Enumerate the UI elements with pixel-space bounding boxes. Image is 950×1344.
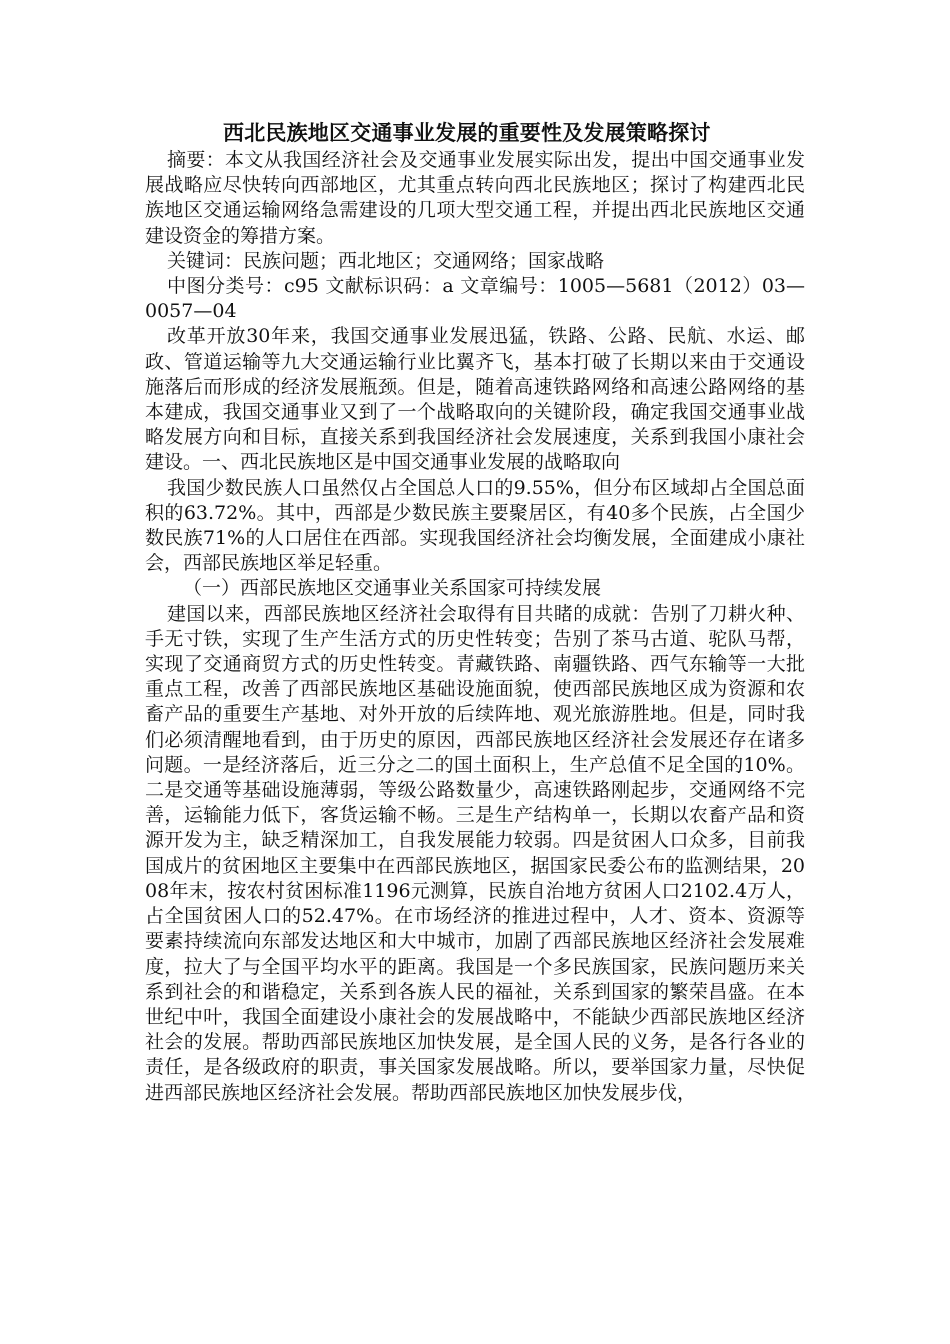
document-page (145, 118, 805, 1106)
document-title: 西北民族地区交通事业发展的重要性及发展策略探讨 (223, 120, 711, 145)
body-paragraph-3: 建国以来，西部民族地区经济社会取得有目共睹的成就：告别了刀耕火种、手无寸铁，实现了生产生活方式的历史性转变；告别了茶马古道、驼队马帮，实现了交通商贸方式的历史性转变。青藏铁路、南疆铁路、西气东输等一大批重点工程，改善了西部民族地区基础设施面貌，使西部民族地区成为资源和农畜产品的重要生产基地、对外开放的后续阵地、观光旅游胜地。但是，同时我们必须清醒地看到，由于历史的原因，西部民族地区经济社会发展还存在诸多问题。一是经济落后，近三分之二的国土面积上，生产总值不足全国的10%。二是交通等基础设施薄弱，等级公路数量少，高速铁路刚起步，交通网络不完善，运输能力低下，客货运输不畅。三是生产结构单一，长期以农畜产品和资源开发为主，缺乏精深加工，自我发展能力较弱。四是贫困人口众多，目前我国成片的贫困地区主要集中在西部民族地区，据国家民委公布的监测结果，2008年末，按农村贫困标准1196元测算，民族自治地方贫困人口2102.4万人，占全国贫困人口的52.47%。在市场经济的推进过程中，人才、资本、资源等要素持续流向东部发达地区和大中城市，加剧了西部民族地区经济社会发展难度，拉大了与全国平均水平的距离。我国是一个多民族国家，民族问题历来关系到社会的和谐稳定，关系到各族人民的福祉，关系到国家的繁荣昌盛。在本世纪中叶，我国全面建设小康社会的发展战略中，不能缺少西部民族地区经济社会的发展。帮助西部民族地区加快发展，是全国人民的义务，是各行各业的责任，是各级政府的职责，事关国家发展战略。所以，要举国家力量，尽快促进西部民族地区经济社会发展。帮助西部民族地区加快发展步伐， (145, 602, 805, 1104)
keywords-line: 关键词：民族问题；西北地区；交通网络；国家战略 (167, 249, 605, 272)
body-paragraph-2: 我国少数民族人口虽然仅占全国总人口的9.55%，但分布区域却占全国总面积的63.72%。其中，西部是少数民族主要聚居区，有40多个民族，占全国少数民族71%的人口居住在西部。实现我国经济社会均衡发展，全面建成小康社会，西部民族地区举足轻重。 (145, 476, 805, 575)
body-paragraph-1: 改革开放30年来，我国交通事业发展迅猛，铁路、公路、民航、水运、邮政、管道运输等九大交通运输行业比翼齐飞，基本打破了长期以来由于交通设施落后而形成的经济发展瓶颈。但是，随着高速铁路网络和高速公路网络的基本建成，我国交通事业又到了一个战略取向的关键阶段，确定我国交通事业战略发展方向和目标，直接关系到我国经济社会发展速度，关系到我国小康社会建设。一、西北民族地区是中国交通事业发展的战略取向 (145, 325, 805, 474)
classification-line: 中图分类号：c95 文献标识码：a 文章编号：1005—5681（2012）03—0057—04 (145, 275, 805, 323)
abstract-paragraph: 摘要：本文从我国经济社会及交通事业发展实际出发，提出中国交通事业发展战略应尽快转向西部地区，尤其重点转向西北民族地区；探讨了构建西北民族地区交通运输网络急需建设的几项大型交通工程，并提出西北民族地区交通建设资金的筹措方案。 (145, 149, 805, 247)
section-subheading: （一）西部民族地区交通事业关系国家可持续发展 (183, 577, 602, 600)
